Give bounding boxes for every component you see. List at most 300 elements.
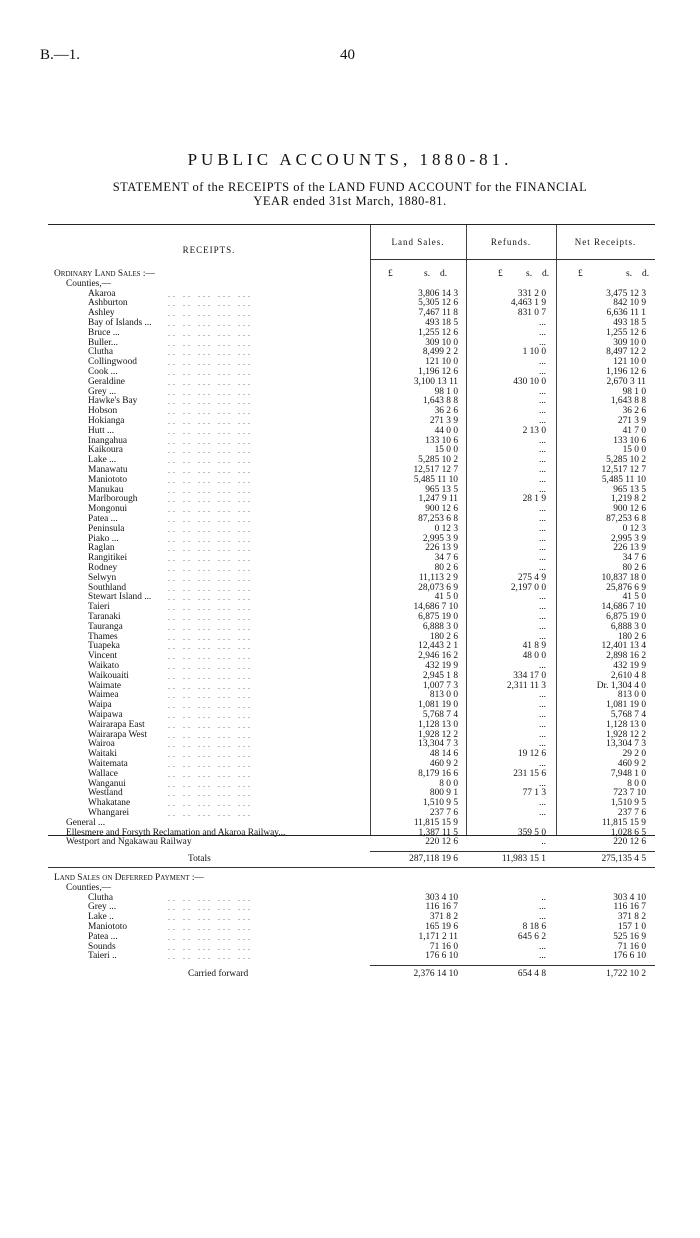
table-row-col-3: 98 1 0 [622,386,646,397]
table-row-label: Peninsula [88,523,125,534]
table-row-col-3: 87,253 6 8 [606,514,646,524]
table-row-col-1: 371 8 2 [429,912,458,923]
table-row-col-3: 13,304 7 3 [606,739,646,750]
table-row-label: Taranaki [88,612,121,622]
table-row-label: Manukau [88,484,124,495]
table-row-col-3: 41 7 0 [622,425,646,436]
table-row-label: Hobson [88,406,118,417]
header-rule [370,259,655,260]
leader-dots: .. .. ... ... ... [168,436,253,446]
table-row-label: Hawke's Bay [88,396,138,407]
table-row-label: Thames [88,631,118,642]
carried-rule [370,965,655,966]
leader-dots: .. .. ... ... ... [168,573,253,583]
table-row-col-3: 10,837 18 0 [601,572,646,583]
table-row-col-3: 309 10 0 [613,337,646,348]
table-row-label: Patea ... [88,931,118,942]
leader-dots: .. .. ... ... ... [168,446,253,456]
table-row-label: Wanganui [88,778,126,789]
leader-dots: .. .. ... ... ... [168,681,253,691]
table-row-col-1: 226 13 9 [425,543,458,554]
leader-dots: .. .. ... ... ... [168,799,253,809]
totals-rule [370,851,655,852]
table-row-col-1: 237 7 6 [429,808,458,818]
table-row-col-1: 34 7 6 [434,553,458,564]
leader-dots: .. .. ... ... ... [168,397,253,407]
leader-dots: .. .. ... ... ... [168,652,253,662]
table-row-col-3: 15 0 0 [622,445,646,456]
table-row-col-1: 303 4 10 [425,892,458,903]
leader-dots: .. .. ... ... ... [168,515,253,524]
totals-row-label: Totals [188,854,211,865]
leader-dots: .. .. ... ... ... [168,475,253,485]
table-row-col-1: 36 2 6 [434,406,458,417]
leader-dots: .. .. ... ... ... [168,913,253,923]
table-row-col-1: 1,196 12 6 [418,367,458,377]
currency-pence: d. [642,269,650,279]
table-row-col-2: ... [538,621,546,632]
leader-dots: .. .. ... ... ... [168,903,253,913]
table-row-label: Ashley [88,308,115,319]
table-row-col-1: 48 14 6 [429,749,458,760]
table-row-label: Waitaki [88,749,117,760]
table-row-col-3: 12,401 13 4 [601,641,646,652]
table-row-col-2: ... [538,808,546,818]
table-row-col-2: 1 10 0 [522,347,546,358]
table-row-col-2: ... [538,543,546,554]
table-row-col-1: 8,499 2 2 [422,347,458,358]
table-row-col-1: 1,081 19 0 [418,700,458,711]
table-row-col-3: 1,196 12 6 [606,367,646,377]
table-row-label: Tauranga [88,621,123,632]
table-row-label: Geraldine [88,376,125,387]
table-row-col-2: .. [541,837,546,848]
table-row-col-1: 2,995 3 9 [422,533,458,544]
leader-dots: .. .. ... ... ... [168,319,253,328]
currency-pence: d. [440,269,448,279]
leader-dots: .. .. ... ... ... [168,730,253,740]
table-row-col-3: 29 2 0 [622,749,646,760]
table-row-col-3: 157 1 0 [617,922,646,932]
table-row-col-3: 1,081 19 0 [606,700,646,711]
table-row-col-3: 25,876 6 9 [606,582,646,593]
table-row-col-1: 44 0 0 [434,425,458,436]
table-row-col-3: 116 16 7 [613,902,646,913]
leader-dots: .. .. ... ... ... [168,417,253,426]
leader-dots: .. .. ... ... ... [168,603,253,613]
col-header-receipts: RECEIPTS. [182,245,236,255]
leader-dots: .. .. ... ... ... [168,893,253,903]
table-row-col-2: ... [538,357,546,368]
table-row-col-2: ... [538,951,546,962]
leader-dots: .. .. ... ... ... [168,932,253,942]
table-row-col-2: ... [538,739,546,750]
table-row-col-2: 4,463 1 9 [510,298,546,309]
table-row-col-2: 2,311 11 3 [506,680,546,691]
totals-row-col-1: 287,118 19 6 [409,854,458,865]
leader-dots: .. .. ... ... ... [168,534,253,544]
table-row-col-1: 133 10 6 [425,435,458,446]
table-row-col-1: 3,100 13 11 [413,376,458,387]
table-row-label: Wallace [88,768,118,779]
leader-dots: .. .. ... ... ... [168,377,253,387]
subtitle-line-1: STATEMENT of the RECEIPTS of the LAND FUND ACCOUNT for the FINANCIAL [112,180,588,194]
table-row-col-3: 5,485 11 10 [601,474,646,485]
statement-subtitle [50,180,650,208]
table-row-label: Taieri .. [88,951,117,962]
leader-dots: .. .. ... ... ... [168,456,253,466]
table-row-col-1: 2,946 16 2 [418,651,458,662]
table-row-col-3: 723 7 10 [613,788,646,799]
table-row-col-3: 525 16 9 [613,931,646,942]
table-row-col-2: 2 13 0 [522,425,546,436]
subtitle-line-2: YEAR ended 31st March, 1880-81. [253,194,447,208]
carried-forward-row-label: Carried forward [188,969,249,980]
table-row-label: Southland [88,582,127,593]
table-row-label: Lake ... [88,455,117,466]
table-row-col-2: ... [538,700,546,711]
table-row-col-1: 965 13 5 [425,484,458,495]
table-row-col-1: 1,255 12 6 [418,327,458,338]
table-row-col-1: 80 2 6 [434,563,458,573]
table-row-col-2: 334 17 0 [513,670,546,681]
table-row-col-3: 180 2 6 [617,631,646,642]
table-row-col-3: 1,510 9 5 [610,798,646,809]
table-row-col-3: 176 6 10 [613,951,646,962]
table-row-label: Stewart Island ... [88,592,152,603]
table-row-col-1: 165 19 6 [425,922,458,932]
table-row-col-2: ... [538,612,546,622]
table-row-col-3: 813 0 0 [617,690,646,701]
leader-dots: .. .. ... ... ... [168,554,253,564]
table-row-label: Wairarapa East [88,719,145,730]
table-row-col-1: 98 1 0 [434,386,458,397]
table-row-label: Grey ... [88,902,117,913]
table-row-label: Vincent [88,651,118,662]
table-row-col-1: 1,387 11 5 [418,827,458,838]
table-row-col-2: ... [538,912,546,923]
table-row-col-1: 11,113 2 9 [418,572,458,583]
table-row-col-3: 271 3 9 [617,416,646,426]
table-row-col-2: 48 0 0 [522,651,546,662]
table-row-col-2: 2,197 0 0 [510,582,546,593]
leader-dots: .. .. ... ... ... [168,564,253,573]
table-row-label: Patea ... [88,514,118,524]
table-row-label: Waipawa [88,710,123,720]
col-header-land-sales: Land Sales. [391,237,445,247]
table-row-col-1: 1,928 12 2 [418,729,458,740]
table-row-col-1: 8,179 16 6 [418,768,458,779]
leader-dots: .. .. ... ... ... [168,923,253,932]
table-row-col-3: 1,255 12 6 [606,327,646,338]
leader-dots: .. .. ... ... ... [168,691,253,701]
table-row-col-1: 3,806 14 3 [418,288,458,299]
table-row-col-3: 371 8 2 [617,912,646,923]
table-row-label: Buller... [88,337,118,348]
table-row-col-2: ... [538,710,546,720]
table-row-col-2: ... [538,406,546,417]
table-row-col-2: ... [538,553,546,564]
leader-dots: .. .. ... ... ... [168,299,253,309]
leader-dots: .. .. ... ... ... [168,426,253,436]
table-row-col-3: 34 7 6 [622,553,646,564]
table-row-col-3: 71 16 0 [617,941,646,952]
table-row-col-1: 13,304 7 3 [418,739,458,750]
column-divider [370,225,371,835]
table-row-col-3: 3,475 12 3 [606,288,646,299]
table-row-col-1: 5,305 12 6 [418,298,458,309]
table-row-col-2: 28 1 9 [522,494,546,505]
totals-row-col-3: 275,135 4 5 [601,854,646,865]
carried-forward-row-col-1: 2,376 14 10 [413,969,458,980]
leader-dots: .. .. ... ... ... [168,952,253,962]
table-row-col-2: ... [538,514,546,524]
table-row-label: Lake .. [88,912,114,923]
leader-dots: .. .. ... ... ... [168,760,253,769]
col-header-net-receipts: Net Receipts. [574,237,637,247]
table-row-label: Cook ... [88,367,118,377]
table-row-label: Waikato [88,661,120,671]
table-row-col-1: 28,073 6 9 [418,582,458,593]
table-row-label: Selwyn [88,572,117,583]
leader-dots: .. .. ... ... ... [168,289,253,299]
leader-dots: .. .. ... ... ... [168,769,253,779]
table-row-col-1: 121 10 0 [425,357,458,368]
leader-dots: .. .. ... ... ... [168,593,253,603]
table-row-col-1: 1,128 13 0 [418,719,458,730]
table-row-label: Ellesmere and Forsyth Reclamation and Akaroa Railway... [66,827,286,838]
table-row-col-3: 0 12 3 [622,523,646,534]
table-row-col-3: 11,815 15 9 [601,817,646,828]
table-row-col-1: 493 18 5 [425,318,458,328]
table-row-col-3: 1,219 8 2 [610,494,646,505]
table-row-label: Wairoa [88,739,115,750]
leader-dots: .. .. ... ... ... [168,632,253,642]
table-row-col-3: 6,888 3 0 [610,621,646,632]
table-row-label: Raglan [88,543,115,554]
table-row-col-2: ... [538,798,546,809]
table-row-col-1: 813 0 0 [429,690,458,701]
table-row-label: Hokianga [88,416,125,426]
table-row-col-3: 900 12 6 [613,504,646,515]
leader-dots: .. .. ... ... ... [168,740,253,750]
table-row-col-3: 965 13 5 [613,484,646,495]
table-row-col-3: 2,670 3 11 [606,376,646,387]
leader-dots: .. .. ... ... ... [168,642,253,652]
table-row-label: Waipa [88,700,112,711]
table-row-col-1: 7,467 11 8 [418,308,458,319]
currency-pound: £ [498,269,503,279]
table-row-col-1: 6,888 3 0 [422,621,458,632]
table-row-col-2: 77 1 3 [522,788,546,799]
table-row-col-2: ... [538,759,546,769]
table-row-col-3: 303 4 10 [613,892,646,903]
table-row-col-3: 7,948 1 0 [610,768,646,779]
table-row-col-3: 5,768 7 4 [610,710,646,720]
table-row-label: Whakatane [88,798,131,809]
table-row-col-2: ... [538,941,546,952]
table-row-label: Clutha [88,347,113,358]
table-row-col-2: ... [538,337,546,348]
section-ordinary-land-sales: Ordinary Land Sales :— [54,269,155,279]
table-row-col-1: 12,517 12 7 [413,465,458,475]
table-row-col-2: ... [538,327,546,338]
table-row-col-2: 430 10 0 [513,376,546,387]
table-row-col-3: 121 10 0 [613,357,646,368]
table-row-col-3: 133 10 6 [613,435,646,446]
table-row-col-2: ... [538,386,546,397]
table-row-col-2: ... [538,367,546,377]
table-row-col-2: ... [538,602,546,613]
table-row-col-2: ... [538,484,546,495]
table-row-col-3: 2,898 16 2 [606,651,646,662]
table-row-col-1: 5,285 10 2 [418,455,458,466]
table-row-col-2: ... [538,465,546,475]
table-row-col-1: 1,510 9 5 [422,798,458,809]
table-row-label: General ... [66,817,106,828]
table-row-label: Marlborough [88,494,138,505]
table-row-label: Hutt ... [88,425,115,436]
table-row-col-2: ... [538,318,546,328]
leader-dots: .. .. ... ... ... [168,495,253,505]
table-row-col-2: 359 5 0 [517,827,546,838]
table-row-col-1: 220 12 6 [425,837,458,848]
leader-dots: .. .. ... ... ... [168,544,253,554]
table-row-col-2: ... [538,445,546,456]
table-row-col-3: 493 18 5 [613,318,646,328]
table-row-label: Waitemata [88,759,128,769]
table-row-label: Westland [88,788,123,799]
receipts-table [48,224,655,980]
table-row-label: Akaroa [88,288,116,299]
totals-rule [48,867,655,868]
table-row-col-3: 1,028 6 5 [610,827,646,838]
table-row-label: Collingwood [88,357,137,368]
table-row-label: Clutha [88,892,113,903]
leader-dots: .. .. ... ... ... [168,338,253,348]
currency-shilling: s. [424,269,431,279]
table-row-col-2: ... [538,592,546,603]
leader-dots: .. .. ... ... ... [168,328,253,338]
table-row-label: Ashburton [88,298,128,309]
table-row-col-1: 1,643 8 8 [422,396,458,407]
col-header-refunds: Refunds. [490,237,532,247]
table-row-col-3: 8,497 12 2 [606,347,646,358]
table-row-col-2: ... [538,435,546,446]
table-row-col-2: ... [538,729,546,740]
table-row-col-3: 12,517 12 7 [601,465,646,475]
table-row-label: Maniototo [88,474,128,485]
table-row-col-2: .. [541,892,546,903]
leader-dots: .. .. ... ... ... [168,407,253,417]
table-row-col-1: 5,768 7 4 [422,710,458,720]
leader-dots: .. .. ... ... ... [168,750,253,760]
table-row-col-3: 1,643 8 8 [610,396,646,407]
carried-forward-row-col-2: 654 4 8 [517,969,546,980]
leader-dots: .. .. ... ... ... [168,524,253,534]
table-row-label: Rangitikei [88,553,128,564]
leader-dots: .. .. ... ... ... [168,583,253,593]
table-row-col-3: 8 0 0 [627,778,646,789]
leader-dots: .. .. ... ... ... [168,942,253,952]
leader-dots: .. .. ... ... ... [168,387,253,397]
table-row-col-2: ... [538,416,546,426]
table-row-col-3: 41 5 0 [622,592,646,603]
table-row-label: Inangahua [88,435,128,446]
table-row-col-2: ... [538,523,546,534]
table-row-col-1: 8 0 0 [439,778,458,789]
table-row-col-2: 41 8 9 [522,641,546,652]
table-row-col-1: 180 2 6 [429,631,458,642]
table-row-label: Piako ... [88,533,119,544]
leader-dots: .. .. ... ... ... [168,711,253,720]
currency-pound: £ [388,269,393,279]
leader-dots: .. .. ... ... ... [168,613,253,622]
table-row-col-1: 1,247 9 11 [418,494,458,505]
counties-subheading: Counties,— [66,278,112,289]
table-row-col-2: 331 2 0 [517,288,546,299]
table-row-col-3: 2,995 3 9 [610,533,646,544]
currency-pound: £ [578,269,583,279]
table-row-col-3: 80 2 6 [622,563,646,573]
currency-shilling: s. [626,269,633,279]
leader-dots: .. .. ... ... ... [168,809,253,818]
table-row-col-3: 220 12 6 [613,837,646,848]
table-row-label: Waimea [88,690,119,701]
table-row-col-1: 2,945 1 8 [422,670,458,681]
table-row-col-1: 5,485 11 10 [413,474,458,485]
table-row-label: Taieri [88,602,110,613]
table-row-col-3: 6,875 19 0 [606,612,646,622]
table-row-col-2: 645 6 2 [517,931,546,942]
table-row-col-2: ... [538,455,546,466]
currency-pence: d. [542,269,550,279]
table-row-label: Waikouaiti [88,670,129,681]
table-row-col-1: 0 12 3 [434,523,458,534]
table-row-label: Bay of Islands ... [88,318,152,328]
table-row-label: Wairarapa West [88,729,147,740]
table-row-label: Whangarei [88,808,130,818]
table-row-col-2: ... [538,690,546,701]
table-row-col-3: 5,285 10 2 [606,455,646,466]
table-row-col-1: 87,253 6 8 [418,514,458,524]
table-row-col-1: 271 3 9 [429,416,458,426]
table-row-label: Manawatu [88,465,128,475]
leader-dots: .. .. ... ... ... [168,348,253,358]
table-row-col-3: 842 10 9 [613,298,646,309]
leader-dots: .. .. ... ... ... [168,779,253,789]
table-row-col-2: ... [538,504,546,515]
table-row-label: Sounds [88,941,116,952]
leader-dots: .. .. ... ... ... [168,505,253,515]
table-row-col-2: ... [538,563,546,573]
table-row-col-1: 1,171 2 11 [418,931,458,942]
table-row-col-1: 12,443 2 1 [418,641,458,652]
leader-dots: .. .. ... ... ... [168,358,253,368]
table-row-label: Grey ... [88,386,117,397]
table-row-col-3: 1,128 13 0 [606,719,646,730]
carried-forward-row-col-3: 1,722 10 2 [606,969,646,980]
table-row-col-3: 2,610 4 8 [610,670,646,681]
column-divider [466,225,467,835]
leader-dots: .. .. ... ... ... [168,671,253,681]
table-row-col-2: ... [538,778,546,789]
table-row-col-2: ... [538,396,546,407]
leader-dots: .. .. ... ... ... [168,789,253,799]
table-row-col-2: ... [538,631,546,642]
table-row-label: Westport and Ngakawau Railway [66,837,192,848]
table-row-col-1: 1,007 7 3 [422,680,458,691]
